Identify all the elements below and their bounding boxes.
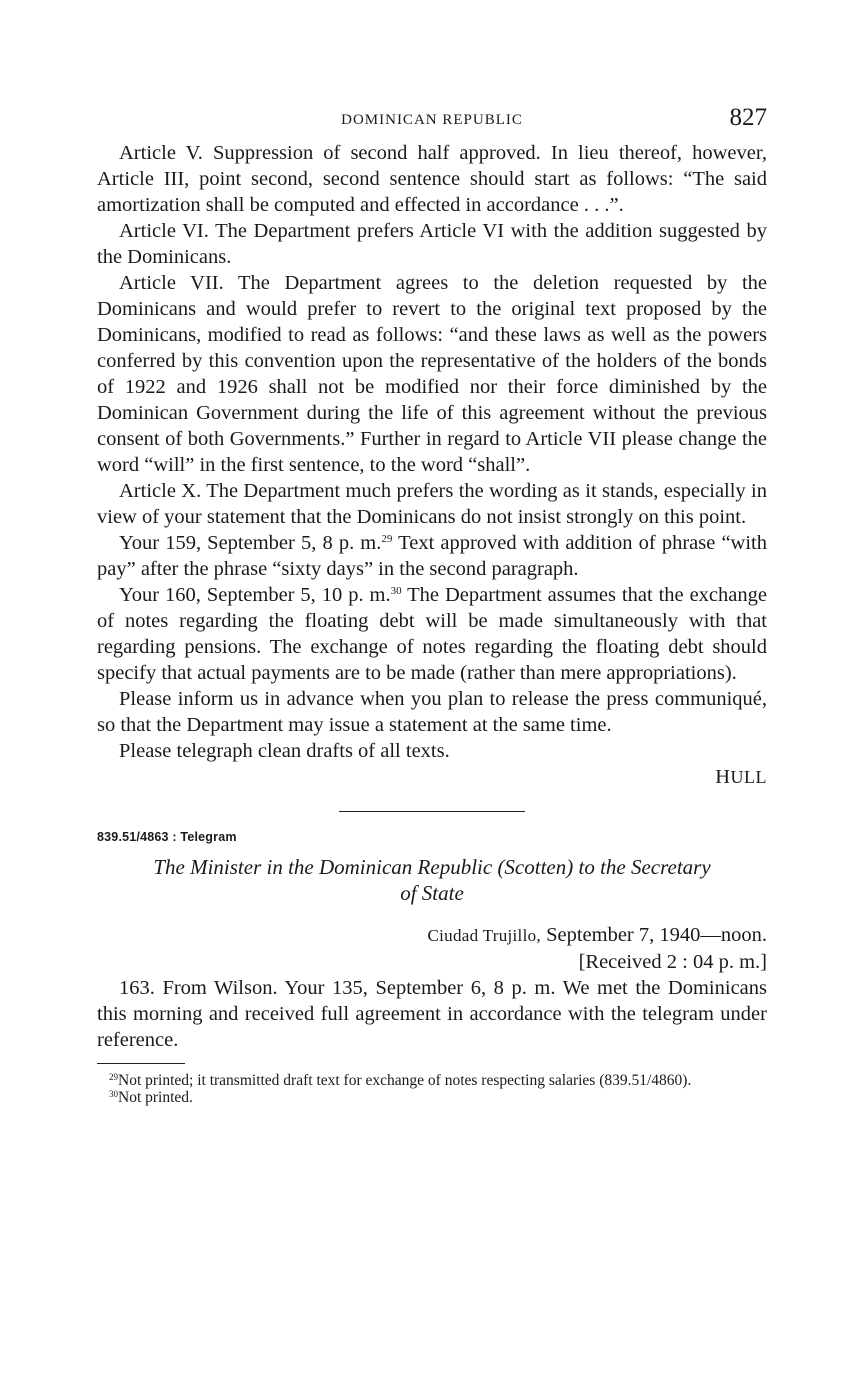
footnote-ref-30[interactable]: 30 [390, 585, 402, 597]
paragraph-your-160 [97, 582, 767, 686]
signature-initial: H [715, 766, 731, 788]
paragraph-article-v: Article V. Suppression of second half approved. In lieu thereof, however, Article III, point second, second sentence should start as follows: “The said amortization shall be computed and effected in accordance . . .”. [97, 142, 767, 216]
signature-rest: ULL [730, 767, 767, 787]
dateline-city: Ciudad Trujillo, [427, 926, 541, 945]
paragraph-message-163: 163. From Wilson. Your 135, September 6, 8 p. m. We met the Dominicans this morning and received full agreement in accordance with the telegram under reference. [97, 977, 767, 1051]
footnote-29-mark: 29 [109, 1072, 118, 1082]
letter-body [97, 140, 767, 764]
running-head: DOMINICAN REPUBLIC [341, 112, 523, 128]
para-160-lead: Your 160, September 5, 10 p. m. [119, 584, 391, 606]
message-body [97, 975, 767, 1053]
document-title [97, 854, 767, 906]
para-159-lead: Your 159, September 5, 8 p. m. [119, 532, 382, 554]
dateline [97, 922, 767, 949]
footnote-rule [97, 1063, 185, 1064]
footnote-29 [97, 1072, 767, 1089]
paragraph-article-vii: Article VII. The Department agrees to the deletion requested by the Dominicans and would prefer to revert to the original text proposed by the Dominicans, modified to read as follows: “and these laws as well as the powers conferred by this convention upon the representative of the holders of the bonds of 1922 and 1926 shall not be modified nor their force diminished by the Dominican Government during the life of this agreement without the previous consent of both Governments.” Further in regard to Article VII please change the word “will” in the first sentence, to the word “shall”. [97, 272, 767, 476]
footnote-29-text: Not printed; it transmitted draft text for exchange of notes respecting salaries (839.51/4860). [118, 1072, 692, 1089]
section-divider [339, 811, 525, 812]
footnotes [97, 1072, 767, 1106]
footnote-ref-29[interactable]: 29 [381, 533, 393, 545]
dateline-date: September 7, 1940—noon. [540, 924, 767, 946]
page [97, 104, 767, 1106]
footnote-30-mark: 30 [109, 1089, 118, 1099]
file-reference: 839.51/4863 : Telegram [97, 830, 237, 844]
signature [97, 764, 767, 790]
paragraph-inform: Please inform us in advance when you plan to release the press communiqué, so that the Department may issue a statement at the same time. [97, 688, 767, 736]
paragraph-article-x: Article X. The Department much prefers the wording as it stands, especially in view of your statement that the Dominicans do not insist strongly on this point. [97, 480, 767, 528]
page-number: 827 [729, 104, 767, 131]
paragraph-telegraph: Please telegraph clean drafts of all texts. [119, 740, 450, 762]
para-160-rest: The Department assumes that the exchange of notes regarding the floating debt will be made simultaneously with that regarding pensions. The exchange of notes regarding the floating debt should specify that actual payments are to be made (rather than mere appropriations). [97, 584, 767, 684]
page-header [97, 104, 767, 140]
footnote-30-text: Not printed. [118, 1089, 193, 1106]
document-title-line-1: The Minister in the Dominican Republic (Scotten) to the Secretary [153, 855, 711, 879]
received-time: [Received 2 : 04 p. m.] [578, 951, 767, 973]
footnote-30 [97, 1089, 767, 1106]
document-title-line-2: of State [400, 881, 464, 905]
para-159-rest: Text approved with addition of phrase “with pay” after the phrase “sixty days” in the second paragraph. [97, 532, 767, 580]
paragraph-article-vi: Article VI. The Department prefers Article VI with the addition suggested by the Dominicans. [97, 220, 767, 268]
paragraph-your-159 [97, 530, 767, 582]
